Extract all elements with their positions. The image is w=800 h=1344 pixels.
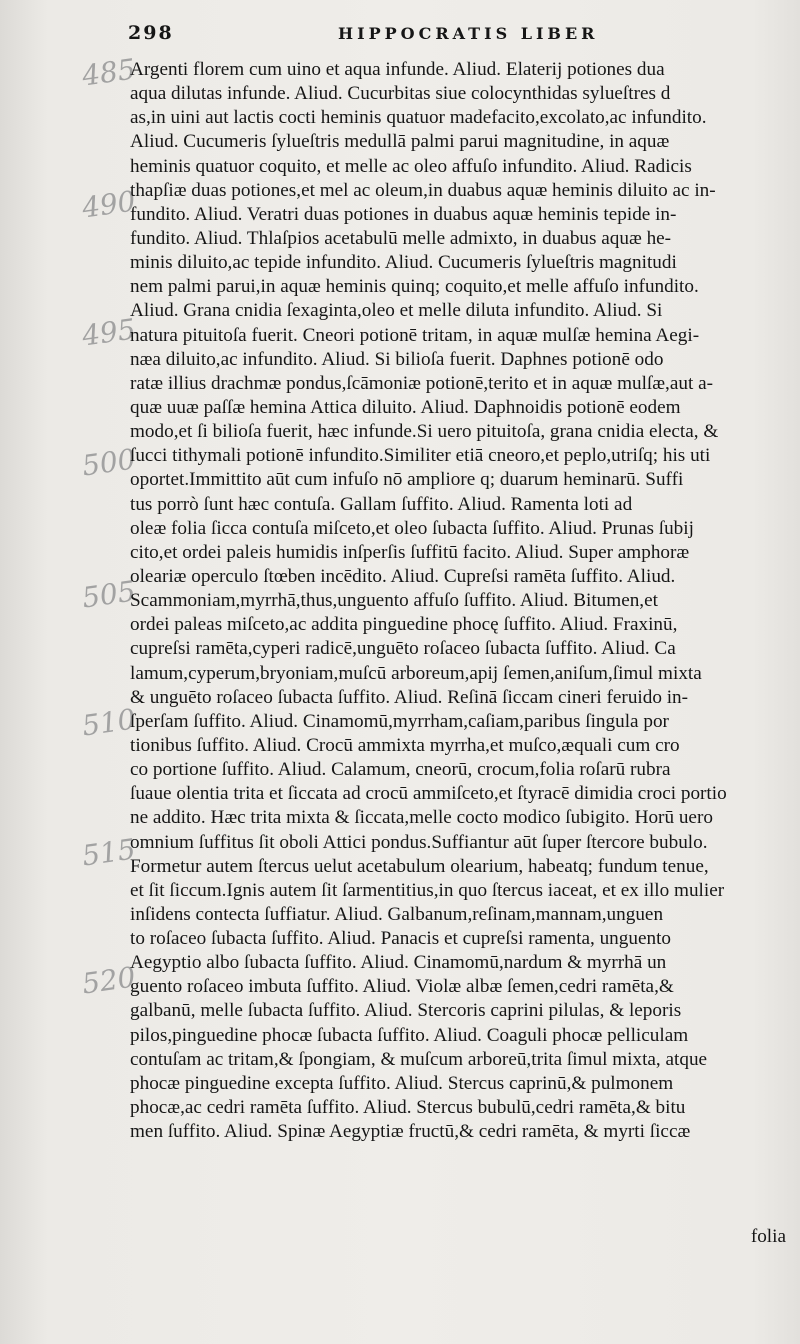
margin-note: 505 [79, 574, 138, 615]
text-line: thapſiæ duas potiones,et mel ac oleum,in duabus aquæ heminis diluito ac in- [130, 179, 716, 201]
text-line: ne addito. Hæc trita mixta & ſiccata,melle cocto modico ſubigito. Horū uero [130, 807, 713, 829]
body-text [130, 58, 796, 1144]
text-line: oleariæ operculo ſtœben incēdito. Aliud. Cupreſsi ramēta ſuffito. Aliud. [130, 565, 676, 587]
text-line: Aliud. Cucumeris ſylueſtris medullā palmi parui magnitudine, in aquæ [130, 131, 670, 153]
text-line: tionibus ſuffito. Aliud. Crocū ammixta myrrha,et muſco,æquali cum cro [130, 734, 680, 756]
text-line: galbanū, melle ſubacta ſuffito. Aliud. Stercoris caprini pilulas, & leporis [130, 1000, 682, 1022]
text-line: ratæ illius drachmæ pondus,ſcāmoniæ potionē,terito et in aquæ mulſæ,aut a- [130, 372, 713, 394]
text-line: Aegyptio albo ſubacta ſuffito. Aliud. Cinamomū,nardum & myrrhā un [130, 952, 667, 974]
catchword: folia [750, 1226, 786, 1247]
margin-note: 490 [79, 184, 138, 225]
text-line: cito,et ordei paleis humidis inſperſis ſuffitū facito. Aliud. Super amphoræ [130, 541, 690, 563]
text-line: et ſit ſiccum.Ignis autem ſit ſarmentitius,in quo ſtercus iaceat, et ex illo mulier [130, 879, 725, 901]
text-line: oportet.Immittito aūt cum infuſo nō ampliore q; duarum heminarū. Suffi [130, 469, 684, 491]
text-line: inſidens contecta ſuffiatur. Aliud. Galbanum,reſinam,mannam,unguen [130, 903, 664, 925]
text-line: heminis quatuor coquito, et melle ac oleo affuſo infundito. Aliud. Radicis [130, 155, 692, 177]
text-line: contuſam ac tritam,& ſpongiam, & muſcum arboreū,trita ſimul mixta, atque [130, 1048, 708, 1070]
text-line: guento roſaceo imbuta ſuffito. Aliud. Violæ albæ ſemen,cedri ramēta,& [130, 976, 674, 998]
text-line: ſuaue olentia trita et ſiccata ad crocū ammiſceto,et ſtyracē dimidia croci portio [130, 783, 727, 805]
text-line: ſperſam ſuffito. Aliud. Cinamomū,myrrham,caſiam,paribus ſingula por [130, 710, 669, 732]
text-line: aqua dilutas infunde. Aliud. Cucurbitas siue colocynthidas sylueſtres d [130, 83, 671, 105]
margin-note: 485 [79, 52, 138, 93]
text-line: minis diluito,ac tepide infundito. Aliud. Cucumeris ſylueſtris magnitudi [130, 252, 677, 274]
text-line: oleæ folia ſicca contuſa miſceto,et oleo ſubacta ſuffito. Aliud. Prunas ſubij [130, 517, 694, 539]
text-line: Argenti florem cum uino et aqua infunde. Aliud. Elaterij potiones dua [130, 59, 665, 80]
text-line: fundito. Aliud. Thlaſpios acetabulū melle admixto, in duabus aquæ he- [130, 227, 672, 249]
margin-note: 515 [79, 832, 138, 873]
text-line: co portione ſuffito. Aliud. Calamum, cneorū, crocum,folia roſarū rubra [130, 759, 671, 781]
text-line: quæ uuæ paſſæ hemina Attica diluito. Aliud. Daphnoidis potionē eodem [130, 396, 681, 418]
text-line: omnium ſuffitus ſit oboli Attici pondus.Suffiantur aūt ſuper ſtercore bubulo. [130, 831, 708, 853]
text-line: men ſuffito. Aliud. Spinæ Aegyptiæ fructū,& cedri ramēta, & myrti ſiccæ [130, 1121, 691, 1143]
margin-note: 495 [79, 312, 138, 353]
text-line: cupreſsi ramēta,cyperi radicē,unguēto roſaceo ſubacta ſuffito. Aliud. Ca [130, 638, 676, 660]
text-line: nem palmi parui,in aquæ heminis quinq; coquito,et melle affuſo infundito. [130, 276, 699, 298]
text-line: modo,et ſi bilioſa fuerit, hæc infunde.Si uero pituitoſa, grana cnidia electa, & [130, 421, 719, 443]
text-line: ſucci tithymali potionē infundito.Similiter etiā cneoro,et peplo,utriſq; his uti [130, 445, 711, 467]
text-line: fundito. Aliud. Veratri duas potiones in duabus aquæ heminis tepide in- [130, 203, 677, 225]
text-line: Formetur autem ſtercus uelut acetabulum olearium, habeatq; fundum tenue, [130, 855, 709, 877]
text-line: as,in uini aut lactis cocti heminis quatuor madefacito,excolato,ac infundito. [130, 107, 707, 129]
text-line: Scammoniam,myrrhā,thus,unguento affuſo ſuffito. Aliud. Bitumen,et [130, 590, 658, 612]
margin-note: 520 [79, 960, 138, 1001]
text-line: tus porrò ſunt hæc contuſa. Gallam ſuffito. Aliud. Ramenta loti ad [130, 493, 633, 515]
margin-note: 510 [79, 702, 138, 743]
text-line: ordei paleas miſceto,ac addita pinguedine phocę ſuffito. Aliud. Fraxinū, [130, 614, 678, 636]
text-line: pilos,pinguedine phocæ ſubacta ſuffito. Aliud. Coaguli phocæ pelliculam [130, 1024, 689, 1046]
text-line: & unguēto roſaceo ſubacta ſuffito. Aliud. Reſinā ſiccam cineri feruido in- [130, 686, 689, 708]
text-line: natura pituitoſa fuerit. Cneori potionē tritam, in aquæ mulſæ hemina Aegi- [130, 324, 700, 346]
page-number: 298 [128, 22, 174, 44]
text-line: næa diluito,ac infundito. Aliud. Si bilioſa fuerit. Daphnes potionē odo [130, 348, 664, 370]
text-line: lamum,cyperum,bryoniam,muſcū arboreum,apij ſemen,aniſum,ſimul mixta [130, 662, 702, 684]
margin-note: 500 [79, 442, 138, 483]
text-line: phocæ,ac cedri ramēta ſuffito. Aliud. Stercus bubulū,cedri ramēta,& bitu [130, 1097, 686, 1119]
text-line: to roſaceo ſubacta ſuffito. Aliud. Panacis et cupreſsi ramenta, unguento [130, 928, 671, 950]
running-title: HIPPOCRATIS LIBER [338, 24, 599, 43]
text-line: phocæ pinguedine excepta ſuffito. Aliud. Stercus caprinū,& pulmonem [130, 1072, 674, 1094]
text-line: Aliud. Grana cnidia ſexaginta,oleo et melle diluta infundito. Aliud. Si [130, 300, 663, 322]
page-header [128, 22, 800, 52]
